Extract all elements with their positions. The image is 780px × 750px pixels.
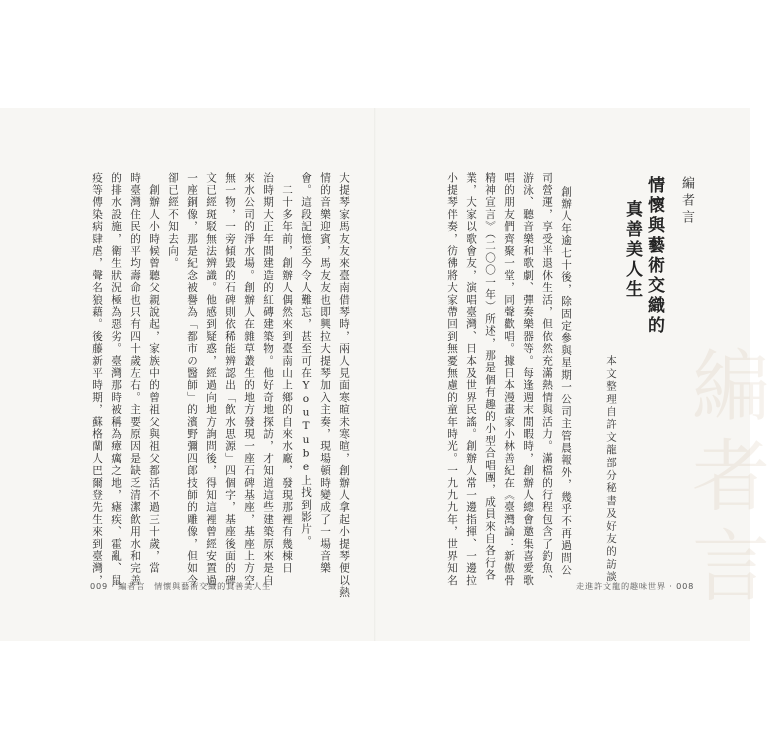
left-page-footer: 009 · 編者言 情懷與藝術交織的真善美人生	[90, 581, 272, 591]
left-text-col-5: 治時期大正年間建造的紅磚建築物。他好奇地探訪，才知道這些建築原來是自	[262, 172, 274, 587]
left-text-col-14: 疫等傳染病肆虐，聲名狼藉。後藤新平時期，蘇格蘭人巴爾登先生來到臺灣，	[91, 172, 103, 587]
right-text-col-1: 創辦人年逾七十後，除固定參與星期一公司主管晨報外，幾乎不再過問公	[560, 186, 572, 577]
left-text-col-6: 來水公司的淨水場。創辦人在雜草叢生的地方發現一座石碑基座，基座上方空	[243, 172, 255, 587]
right-page-footer: 走進許文龍的趣味世界 · 008	[576, 581, 695, 591]
right-text-col-7: 小提琴伴奏，彷彿將大家帶回到無憂無慮的童年時光。一九九九年，世界知名	[446, 172, 458, 587]
right-text-col-3: 游泳、聽音樂和歌劇、彈奏樂器等。每逢週末閒暇時，創辦人總會邀集喜愛歌	[522, 172, 534, 587]
left-text-col-4: 二十多年前，創辦人偶然來到臺南山上鄉的自來水廠，發現那裡有幾棟日	[281, 172, 293, 575]
page-gutter	[374, 108, 376, 641]
right-text-col-4: 唱的朋友們齊聚一堂，同聲歡唱。據日本漫畫家小林善紀在《臺灣論：新傲骨	[503, 172, 515, 587]
left-text-col-12: 時臺灣住民的平均壽命也只有四十歲左右。主要原因是缺乏清潔飲用水和完善	[129, 172, 141, 587]
byline: 本文整理自許文龍部分秘書及好友的訪談	[605, 355, 617, 584]
left-text-col-1: 大提琴家馬友友來臺南借琴時，兩人見面寒暄未寒暄，創辦人拿起小提琴便以熱	[338, 172, 350, 599]
left-text-col-10: 卻已經不知去向。	[167, 172, 179, 270]
left-text-col-7: 無一物，一旁傾毀的石碑則依稀能辨認出「飲水思源」四個字，基座後面的碑	[224, 172, 236, 587]
chapter-title-line1: 情懷與藝術交織的	[644, 176, 664, 336]
right-text-col-5: 精神宣言》（二〇〇一年）所述，那是個有趣的小型合唱團，成員來自各行各	[484, 172, 496, 582]
left-text-col-2: 情的音樂迎賓，馬友友也即興拉大提琴加入主奏，現場頓時變成了一場音樂	[319, 172, 331, 575]
watermark-text: 編者言	[679, 345, 769, 615]
section-label: 編者言	[679, 176, 694, 227]
right-text-col-6: 業，大家以歌會友，演唱臺灣、日本及世界民謠。創辦人常一邊指揮、一邊拉	[465, 172, 477, 587]
left-text-col-13: 的排水設施，衛生狀況極為惡劣。臺灣那時被稱為瘴癘之地，瘧疾、霍亂、鼠	[110, 172, 122, 587]
chapter-title-line2: 真善美人生	[622, 200, 642, 300]
left-text-col-3: 會。這段記憶至今令人難忘，甚至可在YouTube上找到影片。	[300, 172, 312, 548]
left-text-col-8: 文已經斑駁無法辨識。他感到疑惑，經過向地方詢問後，得知這裡曾經安置過	[205, 172, 217, 587]
left-text-col-11: 創辦人小時候曾聽父親說起，家族中的曾祖父與祖父都活不過三十歲，當	[148, 172, 160, 575]
right-text-col-2: 司營運，享受半退休生活，但依然充滿熱情與活力。滿檔的行程包含了釣魚、	[541, 172, 553, 587]
left-text-col-9: 一座銅像，那是紀念被譽為「都市の醫師」的濱野彌四郎技師的雕像，但如今	[186, 172, 198, 587]
